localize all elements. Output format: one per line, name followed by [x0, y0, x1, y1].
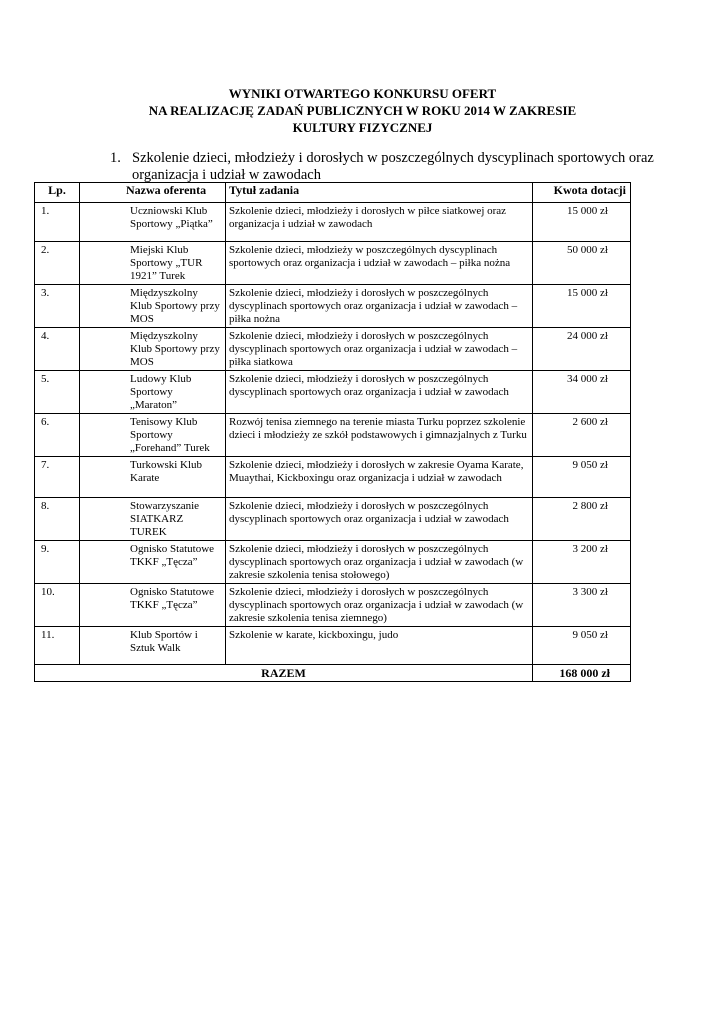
title-line: KULTURY FIZYCZNEJ [292, 120, 433, 135]
table-row [35, 457, 631, 498]
cell-title: Szkolenie dzieci, młodzieży i dorosłych w poszczególnych dyscyplinach sportowych oraz organizacja i udział w zawodach [226, 498, 533, 541]
cell-lp: 6. [35, 414, 80, 457]
cell-amount: 15 000 zł [533, 203, 631, 242]
cell-lp: 10. [35, 584, 80, 627]
cell-lp: 1. [35, 203, 80, 242]
cell-amount: 9 050 zł [533, 457, 631, 498]
cell-name: Ludowy Klub Sportowy „Maraton” [80, 371, 226, 414]
section-text: Szkolenie dzieci, młodzieży i dorosłych w poszczególnych dyscyplinach sportowych oraz organizacja i udział w zawodach [132, 150, 654, 183]
section-number: 1. [110, 150, 121, 166]
total-row [35, 665, 631, 682]
results-table [34, 182, 631, 682]
cell-name: Stowarzyszanie SIATKARZ TUREK [80, 498, 226, 541]
cell-name: Międzyszkolny Klub Sportowy przy MOS [80, 328, 226, 371]
table-header-row [35, 183, 631, 203]
header-lp: Lp. [35, 183, 80, 203]
cell-name: Ognisko Statutowe TKKF „Tęcza” [80, 584, 226, 627]
cell-lp: 3. [35, 285, 80, 328]
cell-lp: 4. [35, 328, 80, 371]
cell-name: Klub Sportów i Sztuk Walk [80, 627, 226, 665]
header-name: Nazwa oferenta [80, 183, 226, 203]
cell-lp: 7. [35, 457, 80, 498]
cell-lp: 9. [35, 541, 80, 584]
cell-title: Szkolenie dzieci, młodzieży i dorosłych w poszczególnych dyscyplinach sportowych oraz organizacja i udział w zawodach [226, 371, 533, 414]
header-amount: Kwota dotacji [533, 183, 631, 203]
title-line: WYNIKI OTWARTEGO KONKURSU OFERT [228, 86, 497, 101]
cell-amount: 3 200 zł [533, 541, 631, 584]
cell-lp: 2. [35, 242, 80, 285]
section-heading [110, 150, 670, 184]
cell-name: Turkowski Klub Karate [80, 457, 226, 498]
table-row [35, 584, 631, 627]
cell-title: Rozwój tenisa ziemnego na terenie miasta Turku poprzez szkolenie dzieci i młodzieży ze szkół podstawowych i gimnazjalnych z Turku [226, 414, 533, 457]
table-row [35, 541, 631, 584]
cell-lp: 11. [35, 627, 80, 665]
cell-lp: 5. [35, 371, 80, 414]
cell-amount: 2 800 zł [533, 498, 631, 541]
cell-title: Szkolenie w karate, kickboxingu, judo [226, 627, 533, 665]
table-row [35, 328, 631, 371]
cell-title: Szkolenie dzieci, młodzieży i dorosłych w poszczególnych dyscyplinach sportowych oraz organizacja i udział w zawodach – piłka nożna [226, 285, 533, 328]
table-row [35, 627, 631, 665]
document-title [0, 85, 725, 136]
table-row [35, 498, 631, 541]
cell-name: Ognisko Statutowe TKKF „Tęcza” [80, 541, 226, 584]
cell-amount: 2 600 zł [533, 414, 631, 457]
cell-name: Tenisowy Klub Sportowy „Forehand” Turek [80, 414, 226, 457]
cell-title: Szkolenie dzieci, młodzieży i dorosłych w poszczególnych dyscyplinach sportowych oraz organizacja i udział w zawodach (w zakresie szkolenia tenisa ziemnego) [226, 584, 533, 627]
cell-title: Szkolenie dzieci, młodzieży i dorosłych w zakresie Oyama Karate, Muaythai, Kickboxingu oraz organizacja i udział w zawodach [226, 457, 533, 498]
cell-name: Międzyszkolny Klub Sportowy przy MOS [80, 285, 226, 328]
table-row [35, 371, 631, 414]
cell-amount: 34 000 zł [533, 371, 631, 414]
cell-title: Szkolenie dzieci, młodzieży i dorosłych w poszczególnych dyscyplinach sportowych oraz organizacja i udział w zawodach (w zakresie szkolenia tenisa stołowego) [226, 541, 533, 584]
cell-amount: 9 050 zł [533, 627, 631, 665]
total-label: RAZEM [35, 665, 533, 682]
cell-amount: 50 000 zł [533, 242, 631, 285]
cell-title: Szkolenie dzieci, młodzieży w poszczególnych dyscyplinach sportowych oraz organizacja i udział w zawodach – piłka nożna [226, 242, 533, 285]
title-line: NA REALIZACJĘ ZADAŃ PUBLICZNYCH W ROKU 2014 W ZAKRESIE [148, 103, 577, 118]
table-row [35, 203, 631, 242]
cell-amount: 3 300 zł [533, 584, 631, 627]
cell-title: Szkolenie dzieci, młodzieży i dorosłych w poszczególnych dyscyplinach sportowych oraz organizacja i udział w zawodach – piłka siatkowa [226, 328, 533, 371]
cell-lp: 8. [35, 498, 80, 541]
cell-title: Szkolenie dzieci, młodzieży i dorosłych w piłce siatkowej oraz organizacja i udział w zawodach [226, 203, 533, 242]
cell-amount: 24 000 zł [533, 328, 631, 371]
table-row [35, 414, 631, 457]
header-title: Tytuł zadania [226, 183, 533, 203]
cell-name: Uczniowski Klub Sportowy „Piątka” [80, 203, 226, 242]
cell-name: Miejski Klub Sportowy „TUR 1921” Turek [80, 242, 226, 285]
total-amount: 168 000 zł [533, 665, 631, 682]
table-row [35, 242, 631, 285]
cell-amount: 15 000 zł [533, 285, 631, 328]
table-row [35, 285, 631, 328]
